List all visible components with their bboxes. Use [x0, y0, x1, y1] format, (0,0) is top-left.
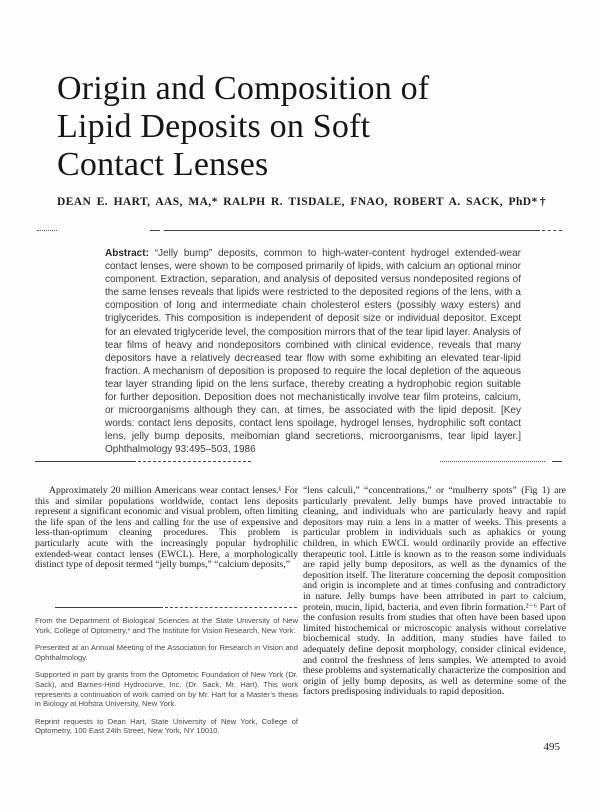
- abstract-label: Abstract:: [105, 248, 149, 259]
- footnote-separator-dashes: [160, 607, 297, 608]
- footnote-affiliation: From the Department of Biological Sciences at the State University of New York, College of Optometry,* and The Institute for Vision Research, New York.: [35, 616, 298, 635]
- title-line-2: Lipid Deposits on Soft: [57, 108, 371, 145]
- title-line-3: Contact Lenses: [57, 146, 269, 183]
- footnote-separator-solid: [55, 607, 160, 608]
- footnote-reprints: Reprint requests to Dean Hart, State University of New York, College of Optometry, 100 East 24th Street, New York, NY 10010.: [35, 716, 298, 736]
- authors-line: DEAN E. HART, AAS, MA,* RALPH R. TISDALE, FNAO, ROBERT A. SACK, PhD*†: [57, 196, 546, 208]
- abstract-rule-dashes: [133, 461, 251, 462]
- page-number: 495: [543, 741, 560, 753]
- author-rule-main: [164, 230, 540, 231]
- abstract-rule-end: [552, 461, 562, 462]
- title-line-1: Origin and Composition of: [57, 70, 430, 107]
- abstract-text: “Jelly bump” deposits, common to high-water-content hydrogel extended-wear contact lenses, were shown to be composed primarily of lipids, with calcium an optional minor component. Extraction, separation, and analysis of deposited versus nondeposited regions of the same lenses reveals that lipids were restricted to the deposited regions of the lens, with a composition of long and intermediate chain cholesterol esters (possibly waxy esters) and triglycerides. This composition is independent of deposit size or individual depositor. Except for an elevated triglyceride level, the composition mirrors that of the tear lipid layer. Analysis of tear films of heavy and nondepositors combined with clinical evidence, reveals that many depositors have a relatively decreased tear flow with some exhibiting an elevated tear-lipid fraction. A mechanism of deposition is proposed to require the local depletion of the aqueous tear layer stranding lipid on the lens surface, thereby creating a hydrophobic region suitable for further deposition. Deposition does not mechanistically involve tear film proteins, calcium, or microorganisms although they can, at times, be associated with the lipid deposit. [Key words: contact lens deposits, contact lens spoilage, hydrogel lenses, hydrophilic soft contact lens, jelly bump deposits, meibomian gland secretions, microorganisms, tear lipid layer.] Ophthalmology 93:495–503, 1986: [105, 248, 521, 456]
- footnote-presented: Presented at an Annual Meeting of the Association for Research in Vision and Ophthalmology.: [35, 643, 298, 662]
- author-rule-dots-left: [37, 230, 57, 231]
- abstract-rule-solid: [35, 461, 133, 462]
- body-left-column: Approximately 20 million Americans wear contact lenses.¹ For this and similar populations worldwide, contact lens deposits represent a significant economic and visual problem, often limiting the life span of the lens and calling for the use of expensive and less-than-optimum cleaning procedures. This problem is particularly acute with the increasingly popular hydrophilic extended-wear contact lenses (EWCL). Here, a morphologically distinct type of deposit termed “jelly bumps,” “calcium deposits,”: [35, 485, 298, 571]
- author-rule-lead: [150, 230, 160, 231]
- footnotes: [35, 616, 298, 744]
- body-right-column: “lens calculi,” “concentrations,” or “mulberry spots” (Fig 1) are particularly prevalent. Jelly bumps have proved intractable to cleaning, and individuals who are particularly heavy and rapid depositors may ruin a lens in a matter of weeks. This presents a particular problem in individuals such as aphakics or young children, in which EWCL would ordinarily provide an effective therapeutic tool. Little is known as to the reason some individuals are rapid jelly bump depositors, as well as the dynamics of the deposition itself. The literature concerning the deposit composition and origin is incomplete and at times confusing and contradictory in nature. Jelly bumps have been attributed in part to calcium, protein, mucin, lipid, bacteria, and even fibrin formation.²⁻⁶ Part of the confusion results from studies that often have been based upon limited histochemical or microscopic analysis without correlative biochemical study. In addition, many studies have failed to adequately define deposit morphology, consider clinical evidence, and control the freshness of lens samples. We attempted to avoid these problems and systematically characterize the composition and origin of jelly bump deposits, as well as determine some of the factors predisposing individuals to rapid deposition.: [303, 485, 566, 698]
- author-rule-dots-right: [542, 230, 562, 231]
- footnote-support: Supported in part by grants from the Optometric Foundation of New York (Dr. Sack), and Barnes-Hind Hydrocurve, Inc. (Dr. Sack, Mr. Hart). This work represents a continuation of work carried on by Mr. Hart for a Master’s thesis in Biology at Hofstra University, New York.: [35, 670, 298, 709]
- abstract-rule-dots-right: [440, 461, 545, 462]
- abstract: [105, 247, 521, 457]
- article-title: [57, 70, 537, 184]
